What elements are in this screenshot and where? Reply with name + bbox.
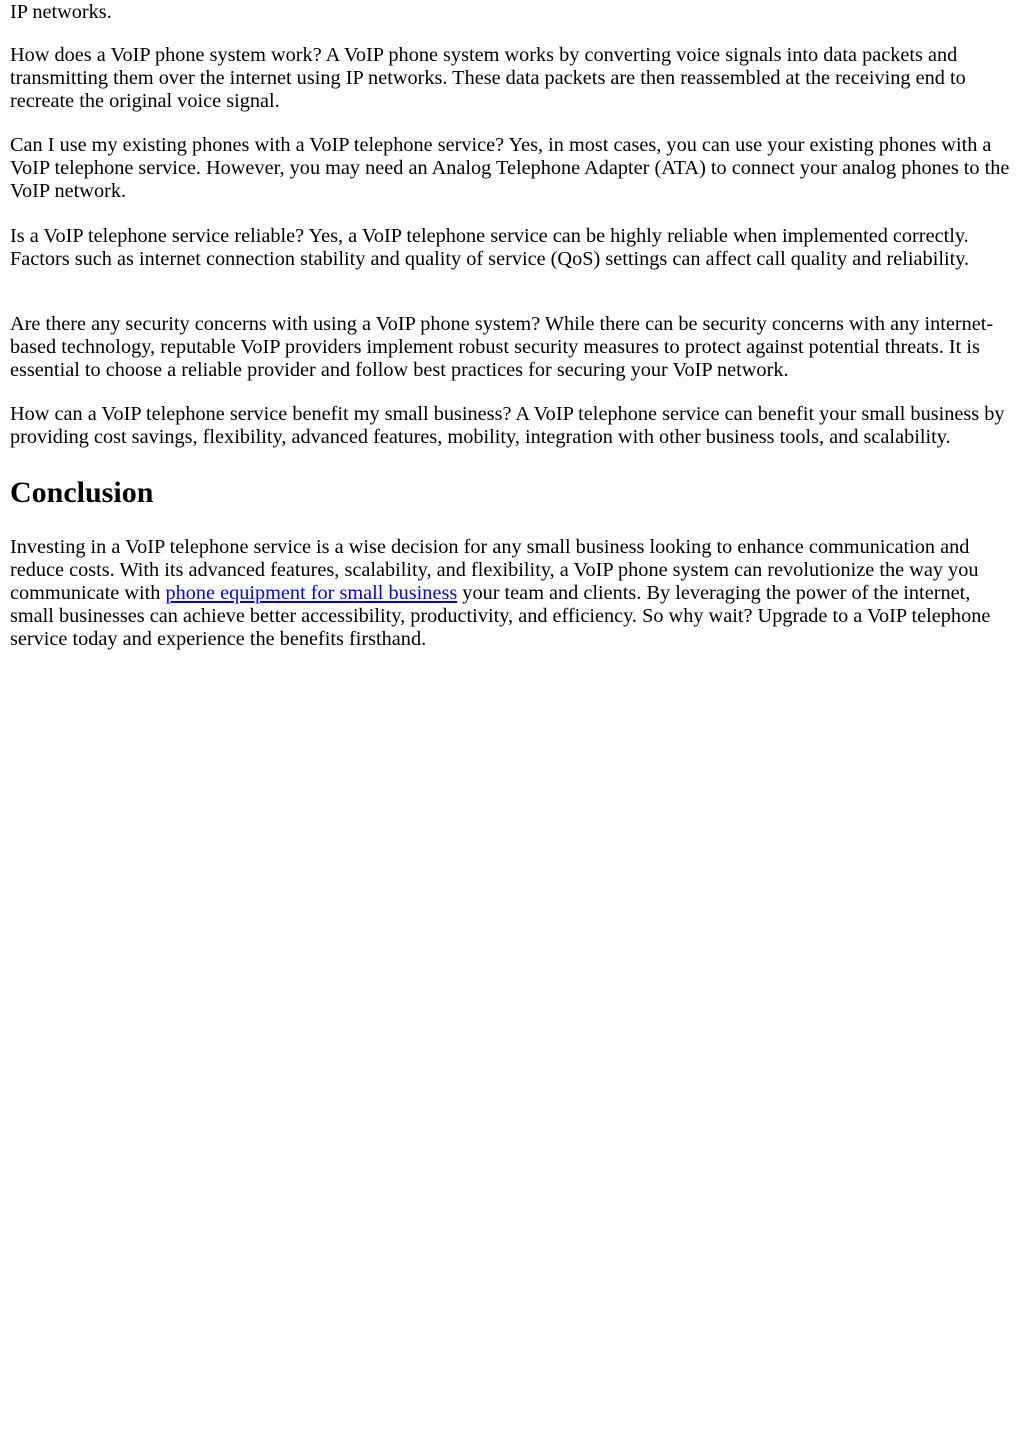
faq-paragraph-existing-phones: Can I use my existing phones with a VoIP telephone service? Yes, in most cases, you can use your existing phones with a VoIP telephone service. However, you may need an Analog Telephone Adapter (ATA) to connect your analog phones to the VoIP network. xyxy=(10,134,1010,202)
lead-fragment: IP networks. xyxy=(10,1,112,23)
phone-equipment-link[interactable]: phone equipment for small business xyxy=(165,582,458,604)
faq-paragraph-security: Are there any security concerns with using a VoIP phone system? While there can be security concerns with any internet-based technology, reputable VoIP providers implement robust security measures to protect against potential threats. It is essential to choose a reliable provider and follow best practices for securing your VoIP network. xyxy=(10,313,994,381)
faq-paragraph-reliability: Is a VoIP telephone service reliable? Yes, a VoIP telephone service can be highly reliable when implemented correctly. Factors such as internet connection stability and quality of service (QoS) settings can affect call quality and reliability. xyxy=(10,225,970,270)
conclusion-text-after-link: your team and clients. By leveraging the power of the internet, small businesses can achieve better accessibility, productivity, and efficiency. So why wait? Upgrade to a VoIP telephone service today and experience the benefits firsthand. xyxy=(10,582,991,650)
faq-paragraph-how-voip-works: How does a VoIP phone system work? A VoIP phone system works by converting voice signals into data packets and transmitting them over the internet using IP networks. These data packets are then reassembled at the receiving end to recreate the original voice signal. xyxy=(10,44,966,112)
conclusion-paragraph xyxy=(10,536,1014,651)
conclusion-heading: Conclusion xyxy=(10,476,154,509)
faq-paragraph-benefits: How can a VoIP telephone service benefit my small business? A VoIP telephone service can benefit your small business by providing cost savings, flexibility, advanced features, mobility, integration with other business tools, and scalability. xyxy=(10,403,1005,448)
conclusion-text-before-link: Investing in a VoIP telephone service is a wise decision for any small business looking to enhance communication and reduce costs. With its advanced features, scalability, and flexibility, a VoIP phone system can revolutionize the way you communicate with xyxy=(10,536,979,604)
